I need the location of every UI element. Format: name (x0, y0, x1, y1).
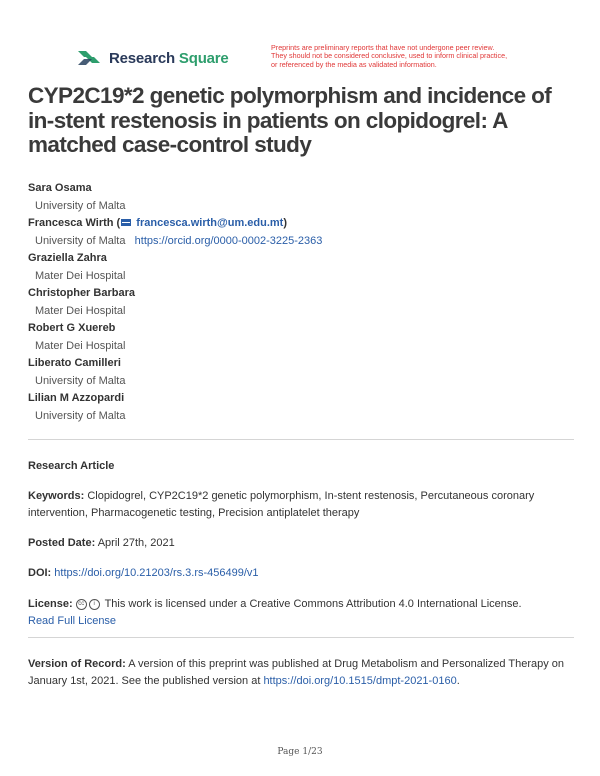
author-name: Graziella Zahra (28, 252, 107, 264)
author-name: Francesca Wirth ( francesca.wirth@um.edu.mt) (28, 217, 288, 229)
posted-date-value: April 27th, 2021 (97, 537, 175, 549)
email-icon (121, 219, 131, 226)
divider (28, 439, 574, 440)
author-name: Robert G Xuereb (28, 322, 116, 334)
author-email-link[interactable]: francesca.wirth@um.edu.mt (136, 217, 284, 229)
license-label: License: (28, 598, 73, 610)
author-name: Sara Osama (28, 182, 92, 194)
posted-date (28, 535, 574, 552)
divider (28, 637, 574, 638)
author-list (28, 180, 568, 425)
preprint-notice (271, 44, 511, 69)
vor-text: A version of this preprint was published at Drug Metabolism and Personalized Therapy on January 1st, 2021. See the published version at (28, 658, 565, 687)
cc-icon: cc (76, 599, 87, 610)
posted-label: Posted Date: (28, 537, 96, 549)
paper-title: CYP2C19*2 genetic polymorphism and incidence of in-stent restenosis in patients on clopidogrel: A matched case-control study (28, 83, 552, 157)
read-full-license-link[interactable]: Read Full License (28, 615, 117, 627)
author-affiliation: University of Malta (35, 374, 126, 387)
notice-line: They should not be considered conclusive, used to inform clinical practice, (271, 51, 508, 61)
keywords (28, 488, 574, 522)
page-number: Page 1/23 (277, 747, 323, 757)
author-affiliation: Mater Dei Hospital (35, 304, 126, 317)
author-name: Christopher Barbara (28, 287, 135, 299)
author-affiliation: University of Malta (35, 409, 126, 422)
author-affiliation: University of Malta https://orcid.org/0000-0002-3225-2363 (35, 234, 323, 247)
author-name: Liberato Camilleri (28, 357, 121, 369)
keywords-text: Clopidogrel, CYP2C19*2 genetic polymorphism, In-stent restenosis, Percutaneous coronary intervention, Pharmacogenetic testing, Precision antiplatelet therapy (28, 490, 535, 519)
logo-text: Research Square (109, 49, 229, 67)
doi (28, 565, 574, 582)
vor-link[interactable]: https://doi.org/10.1515/dmpt-2021-0160 (263, 675, 457, 687)
author-affiliation: Mater Dei Hospital (35, 269, 126, 282)
article-type: Research Article (28, 460, 115, 472)
orcid-link[interactable]: https://orcid.org/0000-0002-3225-2363 (134, 234, 323, 247)
doi-link[interactable]: https://doi.org/10.21203/rs.3.rs-456499/v1 (54, 567, 259, 579)
vor-label: Version of Record: (28, 658, 126, 670)
research-square-logo[interactable] (76, 47, 229, 69)
license-text: This work is licensed under a Creative Commons Attribution 4.0 International License. (104, 598, 522, 610)
doi-label: DOI: (28, 567, 52, 579)
notice-line: Preprints are preliminary reports that have not undergone peer review. (271, 43, 495, 52)
notice-line: or referenced by the media as validated information. (271, 59, 437, 69)
author-name: Lilian M Azzopardi (28, 392, 125, 404)
research-square-logo-icon (76, 47, 102, 69)
author-affiliation: Mater Dei Hospital (35, 339, 126, 352)
keywords-label: Keywords: (28, 490, 85, 502)
license (28, 596, 574, 630)
author-affiliation: University of Malta (35, 199, 126, 212)
version-of-record: Version of Record: A version of this preprint was published at Drug Metabolism and Personalized Therapy on January 1st, 2021. See the published version at https://doi.org/10.1515/dmpt-2021-0160. (28, 658, 565, 687)
attribution-icon: i (89, 599, 100, 610)
